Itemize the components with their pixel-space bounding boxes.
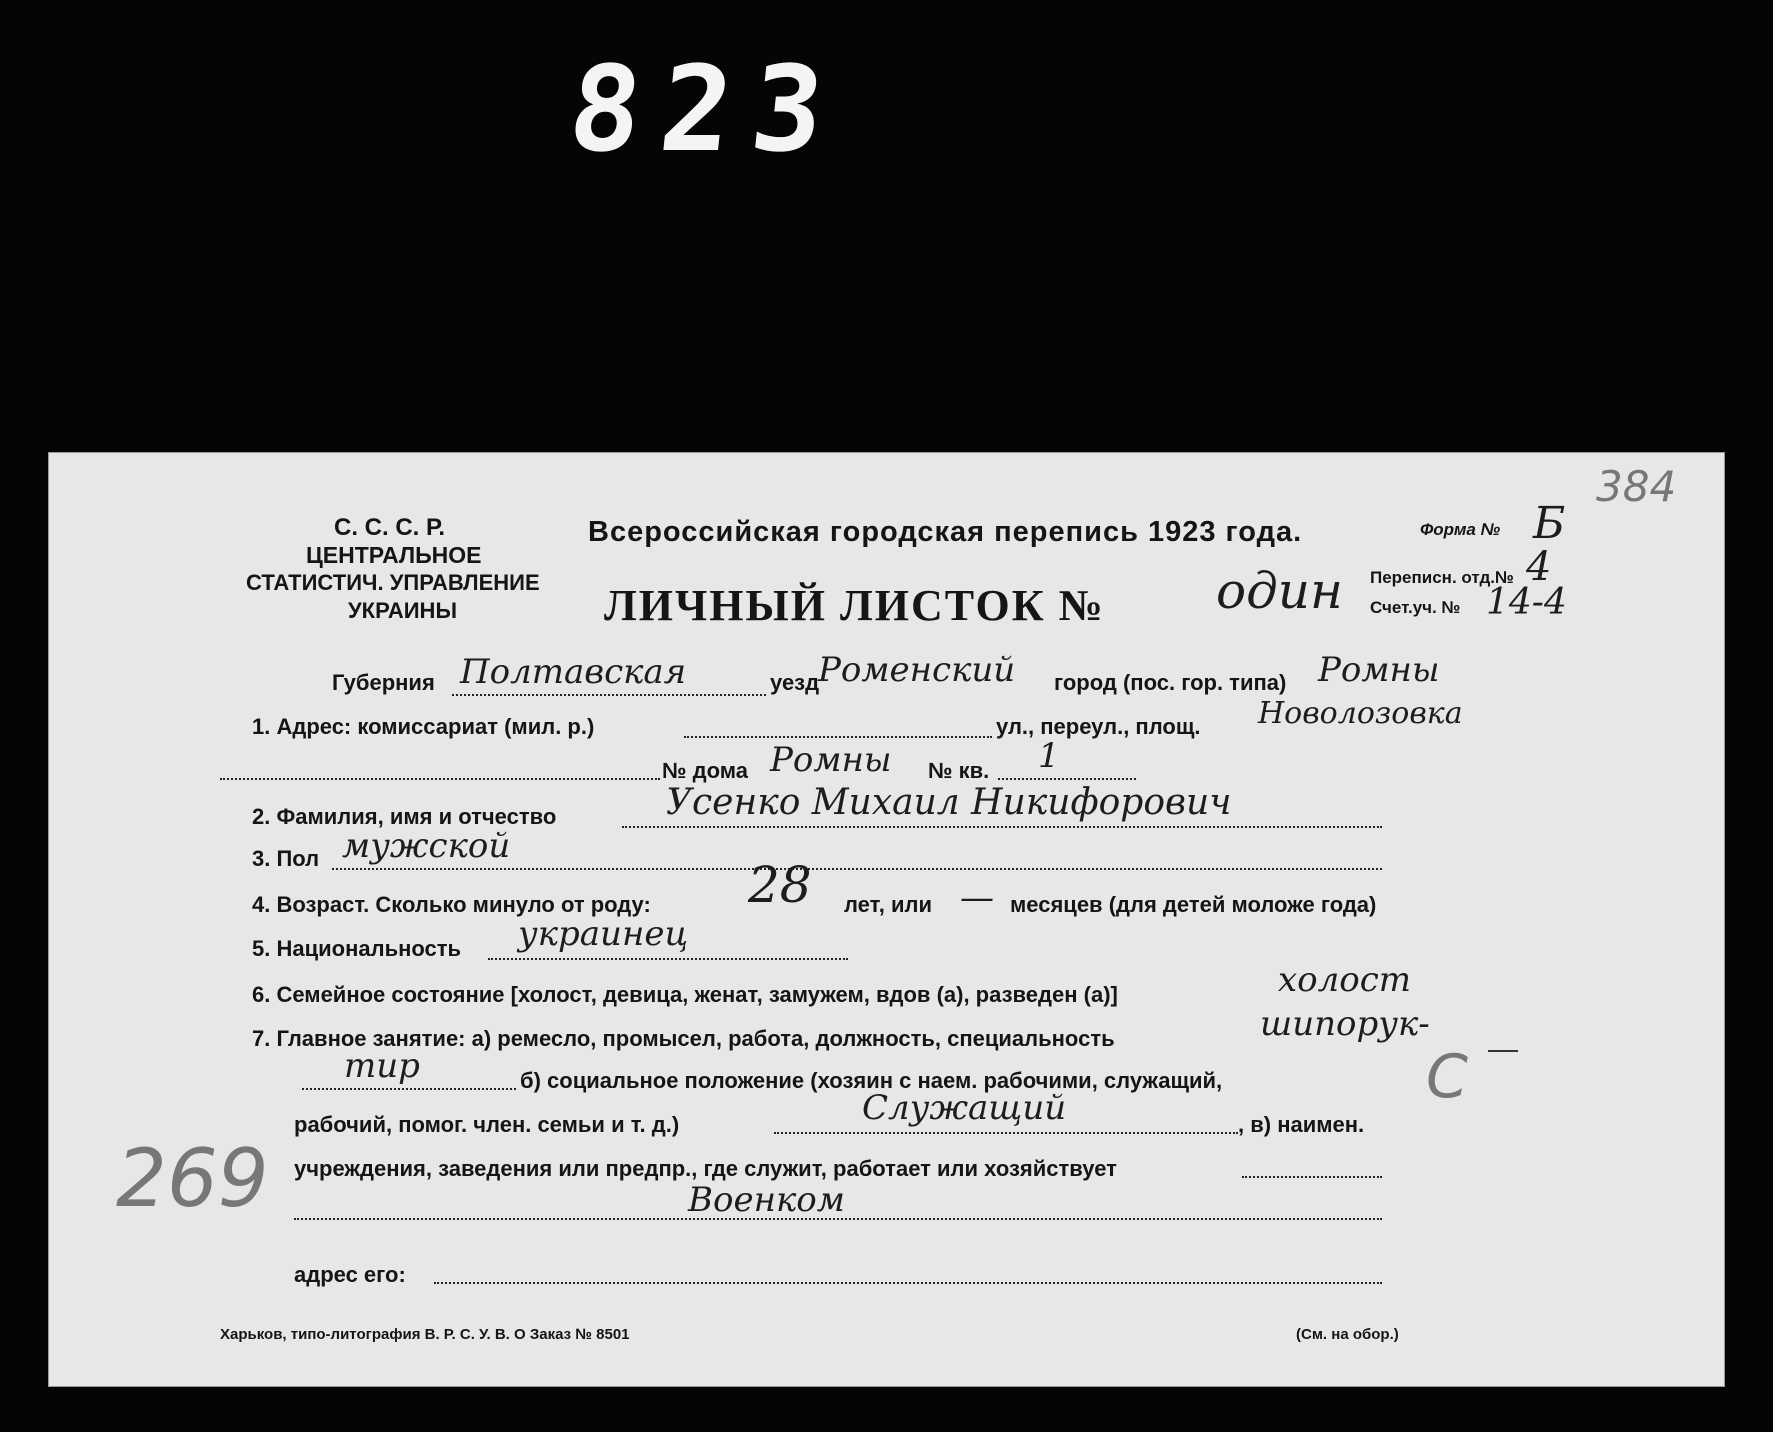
q6-value: холост	[1278, 960, 1412, 1000]
agency-line1: ЦЕНТРАЛЬНОЕ	[306, 542, 482, 568]
q1-street-value: Новолозовка	[1258, 696, 1463, 731]
guberniya-label: Губерния	[332, 670, 435, 695]
city-label: город (пос. гор. типа)	[1054, 670, 1287, 695]
address-label: адрес его:	[294, 1262, 406, 1287]
house-value: Ромны	[770, 740, 892, 780]
right-pencil-mark: С	[1426, 1042, 1468, 1112]
frame-number: 823	[562, 40, 851, 178]
census-card	[48, 452, 1725, 1387]
form-label: Форма №	[1420, 520, 1501, 539]
uezd-value: Роменский	[818, 650, 1016, 690]
q4-months-label: месяцев (для детей моложе года)	[1010, 892, 1377, 917]
census-dept-value: 4	[1526, 544, 1552, 590]
q5-value: украинец	[518, 914, 689, 954]
agency-line2: СТАТИСТИЧ. УПРАВЛЕНИЕ	[246, 570, 540, 595]
q1-label: 1. Адрес: комиссариат (мил. р.)	[252, 714, 595, 739]
q7c-label: , в) наимен.	[1238, 1112, 1365, 1137]
apt-label: № кв.	[928, 758, 990, 783]
census-dept-label: Переписн. отд.№	[1370, 568, 1514, 587]
footer-right: (См. на обор.)	[1296, 1326, 1399, 1343]
uezd-label: уезд	[770, 670, 820, 695]
q7a-value: шипорук-	[1260, 1004, 1430, 1044]
q6-label: 6. Семейное состояние [холост, девица, женат, замужем, вдов (а), разведен (а)]	[252, 982, 1118, 1007]
q7c-value: Военком	[688, 1180, 845, 1220]
sheet-number: один	[1216, 562, 1343, 620]
q7c-label-2: учреждения, заведения или предпр., где служит, работает или хозяйствует	[294, 1156, 1117, 1181]
form-value: Б	[1533, 498, 1566, 549]
corner-pencil-number: 384	[1596, 462, 1677, 511]
q7a-label: 7. Главное занятие: а) ремесло, промысел, работа, должность, специальность	[252, 1026, 1115, 1051]
q2-value: Усенко Михаил Никифорович	[666, 782, 1232, 823]
q4-years: 28	[748, 856, 812, 914]
count-label: Счет.уч. №	[1370, 598, 1461, 617]
q5-label: 5. Национальность	[252, 936, 462, 961]
q4-months: —	[960, 878, 994, 918]
q3-value: мужской	[342, 826, 511, 866]
q4-years-label: лет, или	[844, 892, 932, 917]
q7b-label-2: рабочий, помог. член. семьи и т. д.)	[294, 1112, 680, 1137]
q7b-value: Служащий	[862, 1088, 1067, 1128]
q4-label: 4. Возраст. Сколько минуло от роду:	[252, 892, 651, 917]
q7a-value-cont: тир	[344, 1046, 420, 1086]
left-pencil-number: 269	[116, 1132, 269, 1225]
sheet-title: ЛИЧНЫЙ ЛИСТОК №	[604, 581, 1105, 630]
q3-label: 3. Пол	[252, 846, 320, 871]
q2-label: 2. Фамилия, имя и отчество	[252, 804, 557, 829]
printer-line: Харьков, типо-литография В. Р. С. У. В. О Заказ № 8501	[220, 1326, 630, 1343]
guberniya-value: Полтавская	[460, 652, 687, 692]
q1-street-label: ул., переул., площ.	[996, 714, 1201, 739]
apt-value: 1	[1038, 736, 1060, 776]
agency-line3: УКРАИНЫ	[348, 598, 457, 623]
count-value: 14-4	[1486, 582, 1567, 623]
agency-ussr: С. С. С. Р.	[334, 514, 446, 541]
house-label: № дома	[662, 758, 748, 783]
city-value: Ромны	[1318, 650, 1440, 690]
census-title: Всероссийская городская перепись 1923 года.	[588, 516, 1303, 548]
q7b-label: б) социальное положение (хозяин с наем. рабочими, служащий,	[520, 1068, 1223, 1093]
